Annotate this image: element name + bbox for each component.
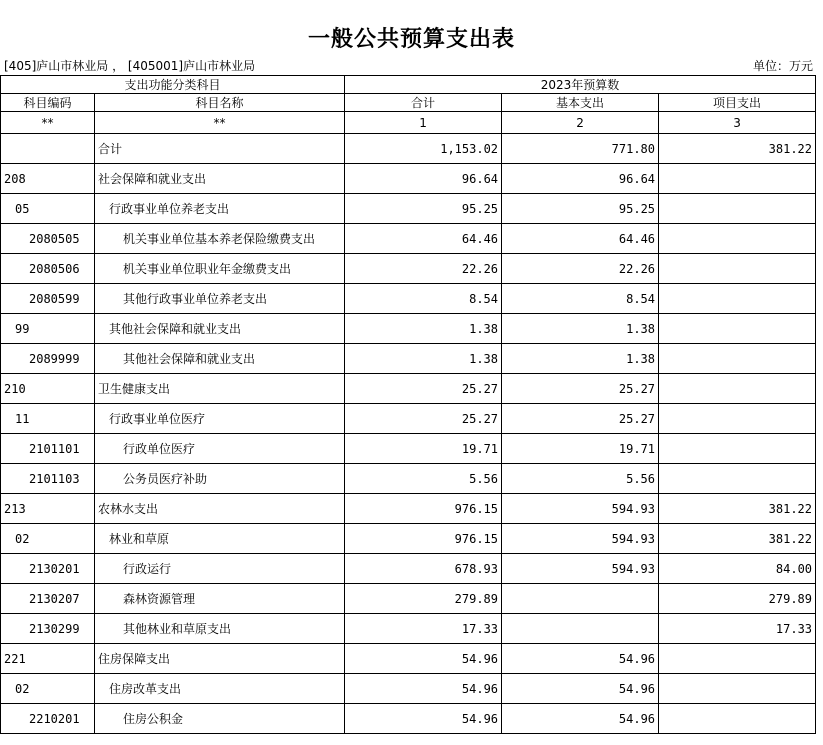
cell-basic: 54.96 — [502, 704, 659, 734]
cell-code: 02 — [1, 674, 95, 704]
cell-code: 2101103 — [1, 464, 95, 494]
cell-basic: 594.93 — [502, 554, 659, 584]
cell-project — [659, 314, 816, 344]
table-row — [1, 494, 816, 524]
cell-name: 森林资源管理 — [95, 584, 345, 614]
cell-total: 678.93 — [345, 554, 502, 584]
header-row-index — [1, 112, 816, 134]
table-row — [1, 254, 816, 284]
table-row — [1, 374, 816, 404]
cell-code: 2080505 — [1, 224, 95, 254]
index-project: 3 — [659, 112, 816, 134]
cell-total: 1.38 — [345, 314, 502, 344]
table-row — [1, 584, 816, 614]
cell-total: 5.56 — [345, 464, 502, 494]
table-row — [1, 314, 816, 344]
cell-project — [659, 194, 816, 224]
cell-basic: 25.27 — [502, 404, 659, 434]
cell-code: 208 — [1, 164, 95, 194]
cell-basic: 771.80 — [502, 134, 659, 164]
report-title: 一般公共预算支出表 — [307, 26, 515, 52]
cell-project: 17.33 — [659, 614, 816, 644]
cell-total: 64.46 — [345, 224, 502, 254]
table-row — [1, 284, 816, 314]
cell-total: 54.96 — [345, 704, 502, 734]
cell-project — [659, 464, 816, 494]
table-row — [1, 224, 816, 254]
cell-name: 卫生健康支出 — [95, 374, 345, 404]
cell-name: 其他社会保障和就业支出 — [95, 314, 345, 344]
cell-code: 99 — [1, 314, 95, 344]
cell-basic — [502, 614, 659, 644]
cell-basic: 96.64 — [502, 164, 659, 194]
cell-name: 住房保障支出 — [95, 644, 345, 674]
cell-basic: 25.27 — [502, 374, 659, 404]
cell-code: 210 — [1, 374, 95, 404]
cell-basic: 64.46 — [502, 224, 659, 254]
cell-name: 合计 — [95, 134, 345, 164]
cell-code: 2130207 — [1, 584, 95, 614]
cell-basic — [502, 584, 659, 614]
cell-project — [659, 404, 816, 434]
cell-basic: 5.56 — [502, 464, 659, 494]
cell-total: 54.96 — [345, 674, 502, 704]
cell-code: 11 — [1, 404, 95, 434]
cell-code: 2089999 — [1, 344, 95, 374]
cell-name: 行政事业单位养老支出 — [95, 194, 345, 224]
cell-total: 1.38 — [345, 344, 502, 374]
cell-project — [659, 374, 816, 404]
cell-project — [659, 254, 816, 284]
table-row — [1, 344, 816, 374]
cell-name: 行政事业单位医疗 — [95, 404, 345, 434]
cell-project — [659, 674, 816, 704]
cell-name: 公务员医疗补助 — [95, 464, 345, 494]
table-row — [1, 134, 816, 164]
cell-project: 381.22 — [659, 134, 816, 164]
cell-name: 机关事业单位职业年金缴费支出 — [95, 254, 345, 284]
header-row-columns — [1, 94, 816, 112]
cell-name: 行政单位医疗 — [95, 434, 345, 464]
header-row-group — [1, 76, 816, 94]
index-code: ** — [1, 112, 95, 134]
cell-name: 林业和草原 — [95, 524, 345, 554]
cell-name: 住房改革支出 — [95, 674, 345, 704]
cell-project — [659, 644, 816, 674]
cell-code: 2130299 — [1, 614, 95, 644]
cell-code: 221 — [1, 644, 95, 674]
header-code: 科目编码 — [1, 94, 95, 112]
header-name: 科目名称 — [95, 94, 345, 112]
cell-project: 84.00 — [659, 554, 816, 584]
cell-basic: 1.38 — [502, 344, 659, 374]
cell-total: 22.26 — [345, 254, 502, 284]
table-row — [1, 434, 816, 464]
cell-project — [659, 284, 816, 314]
cell-code: 213 — [1, 494, 95, 524]
cell-project: 381.22 — [659, 524, 816, 554]
cell-total: 976.15 — [345, 524, 502, 554]
cell-total: 25.27 — [345, 404, 502, 434]
cell-total: 976.15 — [345, 494, 502, 524]
cell-basic: 1.38 — [502, 314, 659, 344]
unit-info: [405]庐山市林业局 ， [405001]庐山市林业局 — [4, 59, 256, 73]
cell-project — [659, 434, 816, 464]
cell-total: 25.27 — [345, 374, 502, 404]
index-name: ** — [95, 112, 345, 134]
header-group-right: 2023年预算数 — [345, 76, 816, 94]
cell-name: 其他行政事业单位养老支出 — [95, 284, 345, 314]
cell-name: 其他林业和草原支出 — [95, 614, 345, 644]
cell-code: 02 — [1, 524, 95, 554]
cell-basic: 19.71 — [502, 434, 659, 464]
header-basic: 基本支出 — [502, 94, 659, 112]
cell-project — [659, 344, 816, 374]
cell-name: 住房公积金 — [95, 704, 345, 734]
header-total: 合计 — [345, 94, 502, 112]
cell-basic: 54.96 — [502, 644, 659, 674]
cell-total: 54.96 — [345, 644, 502, 674]
table-row — [1, 524, 816, 554]
cell-code: 05 — [1, 194, 95, 224]
table-row — [1, 614, 816, 644]
cell-code: 2130201 — [1, 554, 95, 584]
cell-project: 381.22 — [659, 494, 816, 524]
cell-project: 279.89 — [659, 584, 816, 614]
cell-basic: 22.26 — [502, 254, 659, 284]
cell-total: 1,153.02 — [345, 134, 502, 164]
table-row — [1, 404, 816, 434]
cell-basic: 95.25 — [502, 194, 659, 224]
unit-label: 单位：万元 — [752, 59, 813, 73]
cell-name: 行政运行 — [95, 554, 345, 584]
cell-code: 2080506 — [1, 254, 95, 284]
index-total: 1 — [345, 112, 502, 134]
cell-total: 279.89 — [345, 584, 502, 614]
table-row — [1, 194, 816, 224]
table-row — [1, 164, 816, 194]
cell-code — [1, 134, 95, 164]
cell-basic: 8.54 — [502, 284, 659, 314]
cell-name: 农林水支出 — [95, 494, 345, 524]
cell-project — [659, 224, 816, 254]
cell-code: 2101101 — [1, 434, 95, 464]
cell-total: 8.54 — [345, 284, 502, 314]
table-row — [1, 464, 816, 494]
cell-total: 17.33 — [345, 614, 502, 644]
cell-basic: 594.93 — [502, 494, 659, 524]
table-row — [1, 704, 816, 734]
cell-name: 社会保障和就业支出 — [95, 164, 345, 194]
cell-total: 95.25 — [345, 194, 502, 224]
header-project: 项目支出 — [659, 94, 816, 112]
index-basic: 2 — [502, 112, 659, 134]
header-group-left: 支出功能分类科目 — [1, 76, 345, 94]
cell-name: 其他社会保障和就业支出 — [95, 344, 345, 374]
cell-project — [659, 164, 816, 194]
table-row — [1, 554, 816, 584]
table-row — [1, 674, 816, 704]
cell-total: 19.71 — [345, 434, 502, 464]
cell-name: 机关事业单位基本养老保险缴费支出 — [95, 224, 345, 254]
cell-code: 2210201 — [1, 704, 95, 734]
cell-basic: 594.93 — [502, 524, 659, 554]
cell-total: 96.64 — [345, 164, 502, 194]
table-row — [1, 644, 816, 674]
cell-project — [659, 704, 816, 734]
budget-table — [0, 75, 816, 734]
cell-basic: 54.96 — [502, 674, 659, 704]
cell-code: 2080599 — [1, 284, 95, 314]
